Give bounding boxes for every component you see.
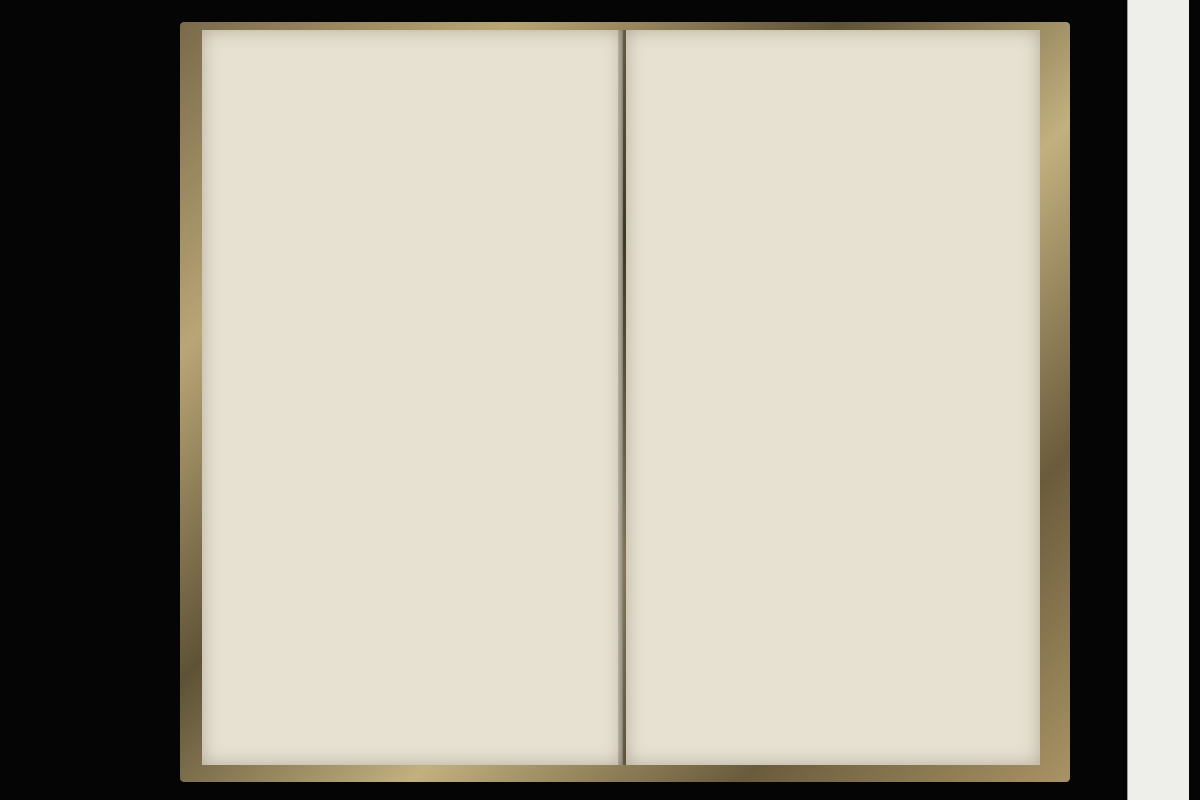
left-page bbox=[202, 30, 623, 765]
open-book bbox=[180, 22, 1070, 782]
measuring-ruler bbox=[1127, 0, 1189, 800]
right-page bbox=[626, 30, 1040, 765]
